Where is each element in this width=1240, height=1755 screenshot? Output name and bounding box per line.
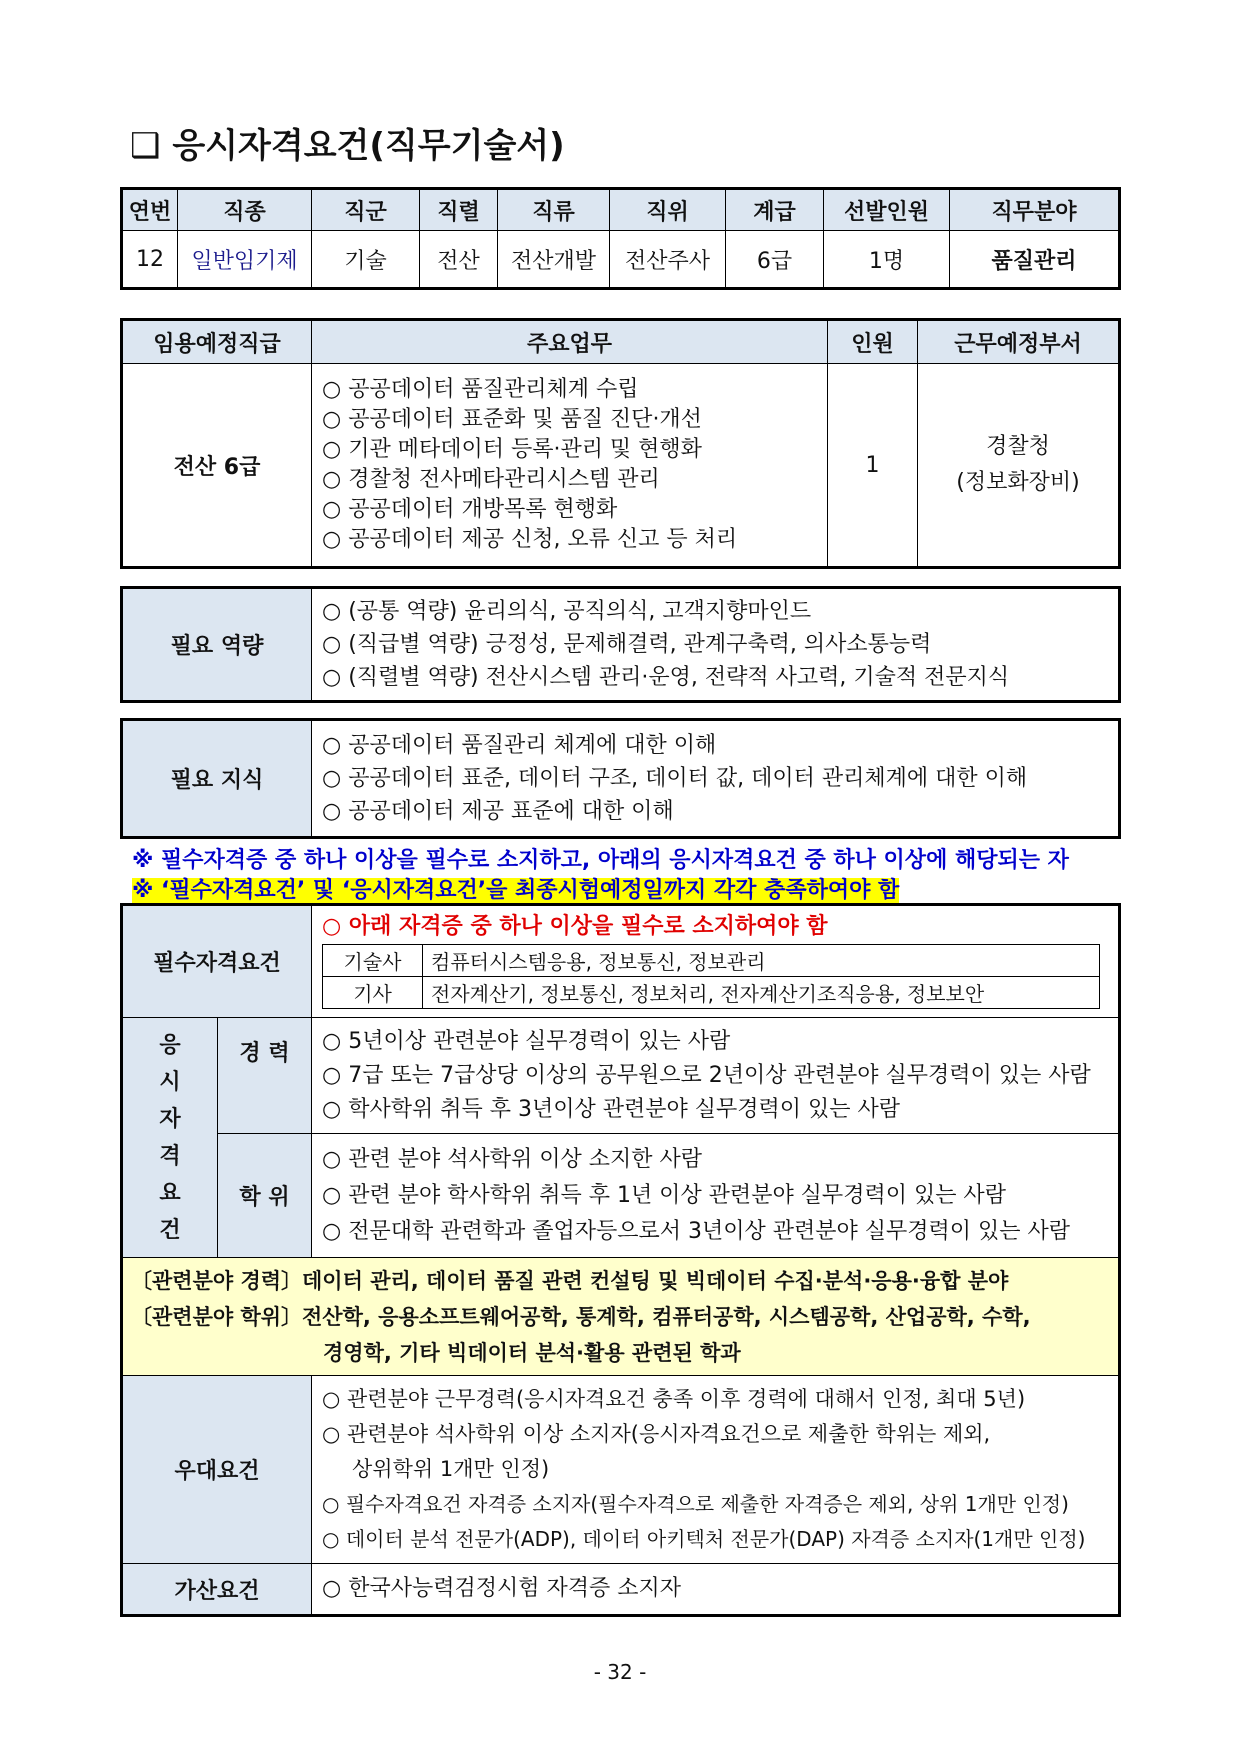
required-title: ○ 아래 자격증 중 하나 이상을 필수로 소지하여야 함: [322, 914, 828, 939]
header-job-type: 직종: [178, 189, 312, 231]
header-count: 인원: [828, 320, 918, 364]
degree-list: [312, 1134, 1120, 1258]
header-grade: 계급: [726, 189, 824, 231]
knowledge-table: [120, 718, 1121, 839]
header-job-series: 직렬: [420, 189, 498, 231]
cert-list: 전자계산기, 정보통신, 정보처리, 전자계산기조직응용, 정보보안: [423, 977, 1100, 1009]
list-item: ○ 필수자격요건 자격증 소지자(필수자격으로 제출한 자격증은 제외, 상위 1개만 인정): [322, 1492, 1069, 1516]
department-name: 경찰청: [986, 434, 1050, 459]
header-field: 직무분야: [950, 189, 1120, 231]
eligibility-char: 건: [159, 1217, 181, 1243]
list-item: ○ (직급별 역량) 긍정성, 문제해결력, 관계구축력, 의사소통능력: [322, 632, 932, 657]
eligibility-char: 응: [159, 1032, 181, 1058]
list-item: ○ 데이터 분석 전문가(ADP), 데이터 아키텍처 전문가(DAP) 자격증 소지자(1개만 인정): [322, 1527, 1086, 1551]
header-serial: 연번: [122, 189, 178, 231]
cell-job-group: 기술: [312, 231, 420, 289]
note-requirement: ※ 필수자격증 중 하나 이상을 필수로 소지하고, 아래의 응시자격요건 중 하나 이상에 해당되는 자: [132, 848, 1069, 873]
department-unit: (정보화장비): [956, 470, 1080, 495]
required-cert-cell: [312, 905, 1120, 1018]
note-deadline-text: ※ ‘필수자격요건’ 및 ‘응시자격요건’을 최종시험예정일까지 각각 충족하여야 함: [132, 878, 900, 903]
related-degree: 〔관련분야 학위〕전산학, 응용소프트웨어공학, 통계학, 컴퓨터공학, 시스템공학, 산업공학, 수학,: [131, 1304, 1031, 1329]
header-main-duties: 주요업무: [312, 320, 828, 364]
cell-job-type: 일반임기제: [178, 231, 312, 289]
list-item: ○ 공공데이터 개방목록 현행화: [322, 497, 618, 522]
required-cert-row: [122, 905, 1120, 1018]
duty-table: [120, 318, 1121, 569]
knowledge-list: [312, 720, 1120, 838]
list-item: ○ 공공데이터 표준화 및 품질 진단·개선: [322, 407, 702, 432]
list-item: ○ 5년이상 관련분야 실무경력이 있는 사람: [322, 1028, 731, 1054]
cert-level: 기술사: [323, 945, 423, 977]
cell-field: 품질관리: [950, 231, 1120, 289]
degree-label: 학 위: [218, 1134, 312, 1258]
related-field-box: [122, 1258, 1120, 1376]
list-item: ○ (직렬별 역량) 전산시스템 관리·운영, 전략적 사고력, 기술적 전문지식: [322, 665, 1010, 690]
cell-position: 전산주사: [610, 231, 726, 289]
eligibility-char: 요: [159, 1180, 181, 1206]
list-item: ○ 공공데이터 품질관리체계 수립: [322, 377, 639, 402]
job-table: [120, 187, 1121, 290]
header-position: 직위: [610, 189, 726, 231]
requirements-table: [120, 903, 1121, 1617]
header-appointment-grade: 임용예정직급: [122, 320, 312, 364]
list-item: ○ 학사학위 취득 후 3년이상 관련분야 실무경력이 있는 사람: [322, 1096, 900, 1122]
cell-serial: 12: [122, 231, 178, 289]
table-row: [323, 945, 1100, 977]
cert-list: 컴퓨터시스템응용, 정보통신, 정보관리: [423, 945, 1100, 977]
page-number: - 32 -: [593, 1660, 647, 1684]
cell-headcount: 1명: [824, 231, 950, 289]
career-list: [312, 1018, 1120, 1134]
bonus-item: ○ 한국사능력검정시험 자격증 소지자: [312, 1564, 1120, 1616]
related-career: 〔관련분야 경력〕데이터 관리, 데이터 품질 관련 컨설팅 및 빅데이터 수집·분석·응용·융합 분야: [131, 1268, 1009, 1293]
career-label: 경 력: [218, 1018, 312, 1134]
preference-label: 우대요건: [122, 1376, 312, 1564]
eligibility-char: 시: [159, 1069, 181, 1095]
appointment-grade: 전산 6급: [122, 364, 312, 568]
list-item: ○ 기관 메타데이터 등록·관리 및 현행화: [322, 437, 702, 462]
header-job-group: 직군: [312, 189, 420, 231]
page-title: ❑ 응시자격요건(직무기술서): [130, 126, 565, 166]
header-department: 근무예정부서: [918, 320, 1120, 364]
cell-job-series: 전산: [420, 231, 498, 289]
eligibility-char: 격: [159, 1143, 181, 1169]
list-item: 상위학위 1개만 인정): [352, 1457, 550, 1481]
preference-list: [312, 1376, 1120, 1564]
department: [918, 364, 1120, 568]
cert-level: 기사: [323, 977, 423, 1009]
cert-table: [322, 944, 1100, 1009]
list-item: ○ 공공데이터 제공 표준에 대한 이해: [322, 799, 674, 824]
list-item: ○ 관련분야 석사학위 이상 소지자(응시자격요건으로 제출한 학위는 제외,: [322, 1422, 991, 1446]
list-item: ○ 경찰청 전사메타관리시스템 관리: [322, 467, 660, 492]
header-job-class: 직류: [498, 189, 610, 231]
cell-grade: 6급: [726, 231, 824, 289]
bonus-label: 가산요건: [122, 1564, 312, 1616]
duty-list: [312, 364, 828, 568]
list-item: ○ 관련 분야 석사학위 이상 소지한 사람: [322, 1146, 702, 1172]
competency-table: [120, 586, 1121, 703]
competency-list: [312, 588, 1120, 702]
note-deadline: [132, 873, 899, 904]
list-item: ○ 관련분야 근무경력(응시자격요건 충족 이후 경력에 대해서 인정, 최대 5년): [322, 1387, 1026, 1411]
cell-job-class: 전산개발: [498, 231, 610, 289]
knowledge-label: 필요 지식: [122, 720, 312, 838]
header-headcount: 선발인원: [824, 189, 950, 231]
list-item: ○ (공통 역량) 윤리의식, 공직의식, 고객지향마인드: [322, 599, 812, 624]
related-degree-cont: 경영학, 기타 빅데이터 분석·활용 관련된 학과: [323, 1340, 741, 1365]
eligibility-label: [122, 1018, 218, 1258]
job-table-header: [122, 189, 1120, 231]
competency-label: 필요 역량: [122, 588, 312, 702]
required-label: 필수자격요건: [122, 905, 312, 1018]
job-table-row: [122, 231, 1120, 289]
list-item: ○ 7급 또는 7급상당 이상의 공무원으로 2년이상 관련분야 실무경력이 있는 사람: [322, 1062, 1091, 1088]
list-item: ○ 전문대학 관련학과 졸업자등으로서 3년이상 관련분야 실무경력이 있는 사람: [322, 1218, 1070, 1244]
list-item: ○ 공공데이터 품질관리 체계에 대한 이해: [322, 733, 717, 758]
list-item: ○ 공공데이터 제공 신청, 오류 신고 등 처리: [322, 527, 738, 552]
eligibility-char: 자: [159, 1106, 181, 1132]
duty-count: 1: [828, 364, 918, 568]
list-item: ○ 관련 분야 학사학위 취득 후 1년 이상 관련분야 실무경력이 있는 사람: [322, 1182, 1006, 1208]
list-item: ○ 공공데이터 표준, 데이터 구조, 데이터 값, 데이터 관리체계에 대한 이해: [322, 766, 1028, 791]
table-row: [323, 977, 1100, 1009]
